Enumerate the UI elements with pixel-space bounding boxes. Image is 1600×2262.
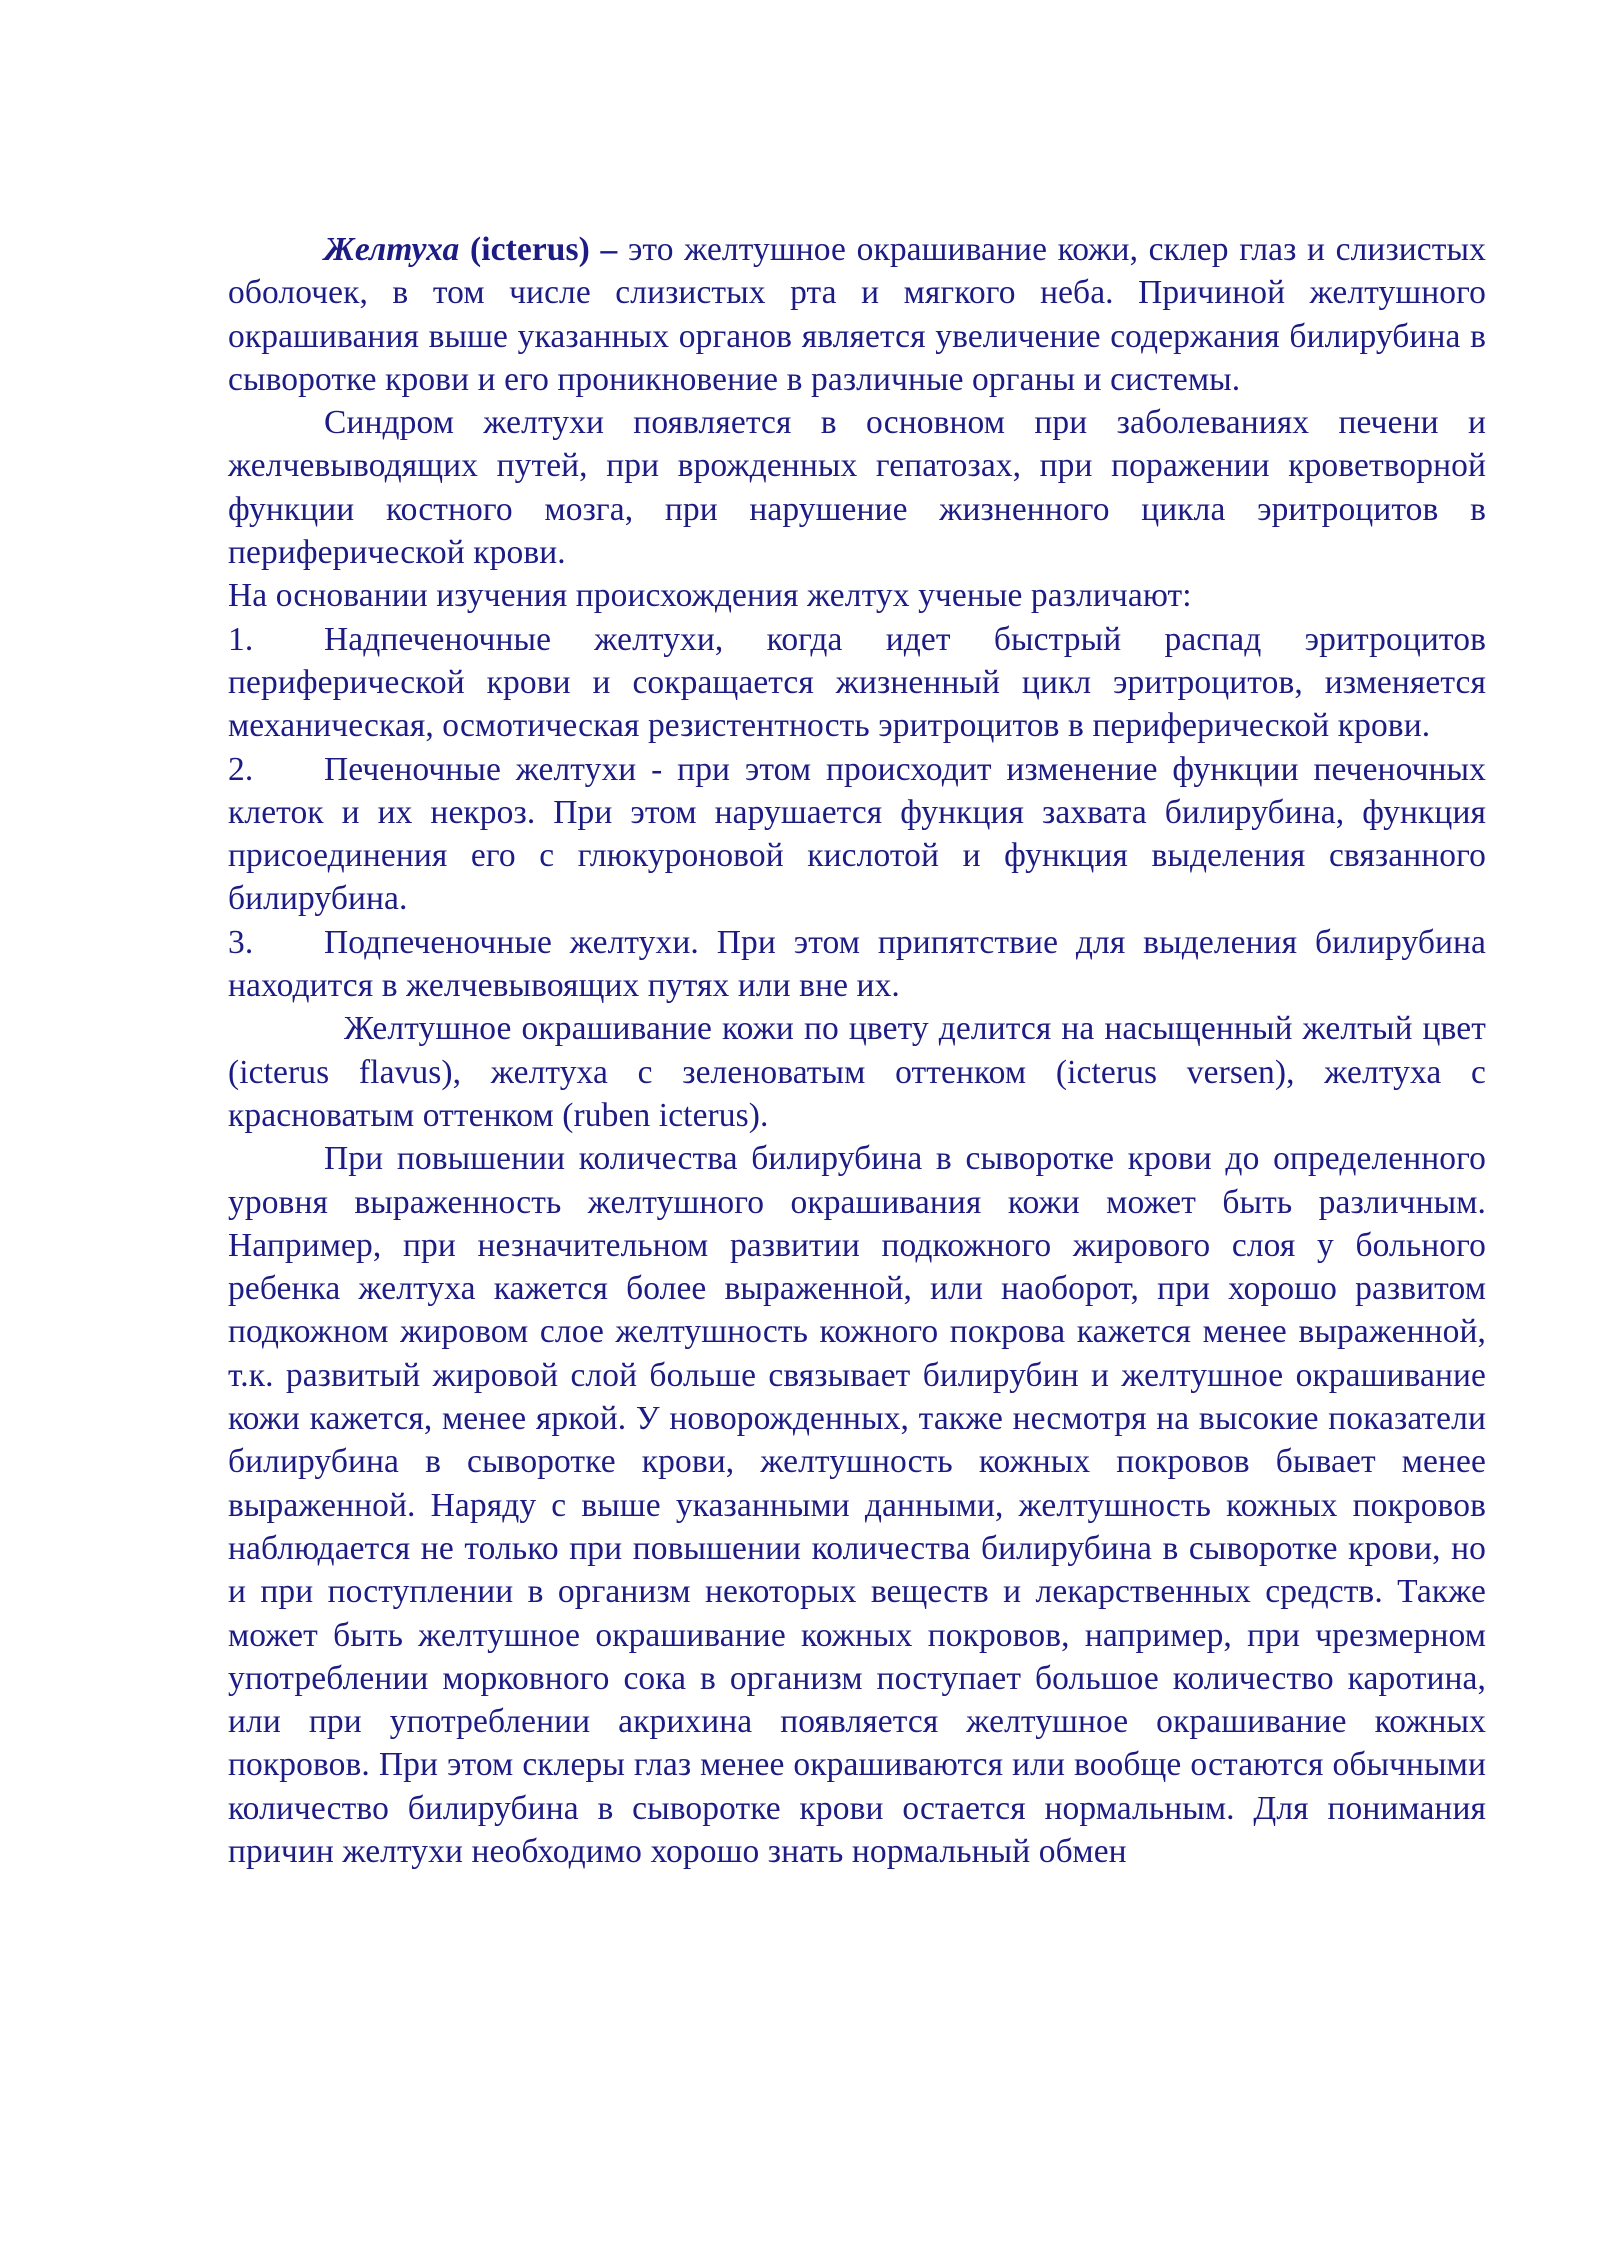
list-item-text: Печеночные желтухи - при этом происходит изменение функции печеночных клеток и их некроз. При этом нарушается функция захвата билирубина, функция присоединения его с глюкуроновой кислотой и функция выделения связанного билирубина.: [228, 750, 1486, 918]
list-item-text: Надпеченочные желтухи, когда идет быстрый распад эритроцитов периферической крови и сокращается жизненный цикл эритроцитов, изменяется механическая, осмотическая резистентность эритроцитов в периферической крови.: [228, 620, 1486, 745]
intro-paragraph: [228, 228, 1486, 401]
paragraph-syndrome: Синдром желтухи появляется в основном при заболеваниях печени и желчевыводящих путей, при врожденных гепатозах, при поражении кроветворной функции костного мозга, при нарушение жизненного цикла эритроцитов в периферической крови.: [228, 404, 1486, 572]
list-item-number: 1.: [228, 620, 254, 658]
list-item: [228, 618, 1486, 748]
list-item-text: Подпеченочные желтухи. При этом припятствие для выделения билирубина находится в желчевывоящих путях или вне их.: [228, 923, 1486, 1005]
list-item-number: 2.: [228, 750, 254, 788]
term-latin: (icterus): [469, 231, 590, 268]
list-item-number: 3.: [228, 923, 254, 961]
list-item: [228, 921, 1486, 1008]
list-intro: На основании изучения происхождения желтух ученые различают:: [228, 577, 1192, 615]
document-body: [228, 228, 1486, 1873]
paragraph-bilirubin: При повышении количества билирубина в сыворотке крови до определенного уровня выраженность желтушного окрашивания кожи может быть различным. Например, при незначительном развитии подкожного жирового слоя у больного ребенка желтуха кажется более выраженной, или наоборот, при хорошо развитом подкожном жировом слое желтушность кожного покрова кажется менее выраженной, т.к. развитый жировой слой больше связывает билирубин и желтушное окрашивание кожи кажется, менее яркой. У новорожденных, также несмотря на высокие показатели билирубина в сыворотке крови, желтушность кожных покровов бывает менее выраженной. Наряду с выше указанными данными, желтушность кожных покровов наблюдается не только при повышении количества билирубина в сыворотке крови, но и при поступлении в организм некоторых веществ и лекарственных средств. Также может быть желтушное окрашивание кожных покровов, например, при чрезмерном употреблении морковного сока в организм поступает большое количество каротина, или при употреблении акрихина появляется желтушное окрашивание кожных покровов. При этом склеры глаз менее окрашиваются или вообще остаются обычными количество билирубина в сыворотке крови остается нормальным. Для понимания причин желтухи необходимо хорошо знать нормальный обмен: [228, 1140, 1486, 1870]
intro-text: это желтушное окрашивание кожи, склер глаз и слизистых оболочек, в том числе слизистых рта и мягкого неба. Причиной желтушного окрашивания выше указанных органов является увеличение содержания билирубина в сыворотке крови и его проникновение в различные органы и системы.: [228, 231, 1486, 398]
term-heading: Желтуха: [324, 231, 460, 268]
paragraph-colors: Желтушное окрашивание кожи по цвету делится на насыщенный желтый цвет (icterus flavus), желтуха с зеленоватым оттенком (icterus versen), желтуха с красноватым оттенком (ruben icterus).: [228, 1010, 1486, 1134]
term-dash: –: [600, 231, 618, 268]
list-item: [228, 748, 1486, 921]
